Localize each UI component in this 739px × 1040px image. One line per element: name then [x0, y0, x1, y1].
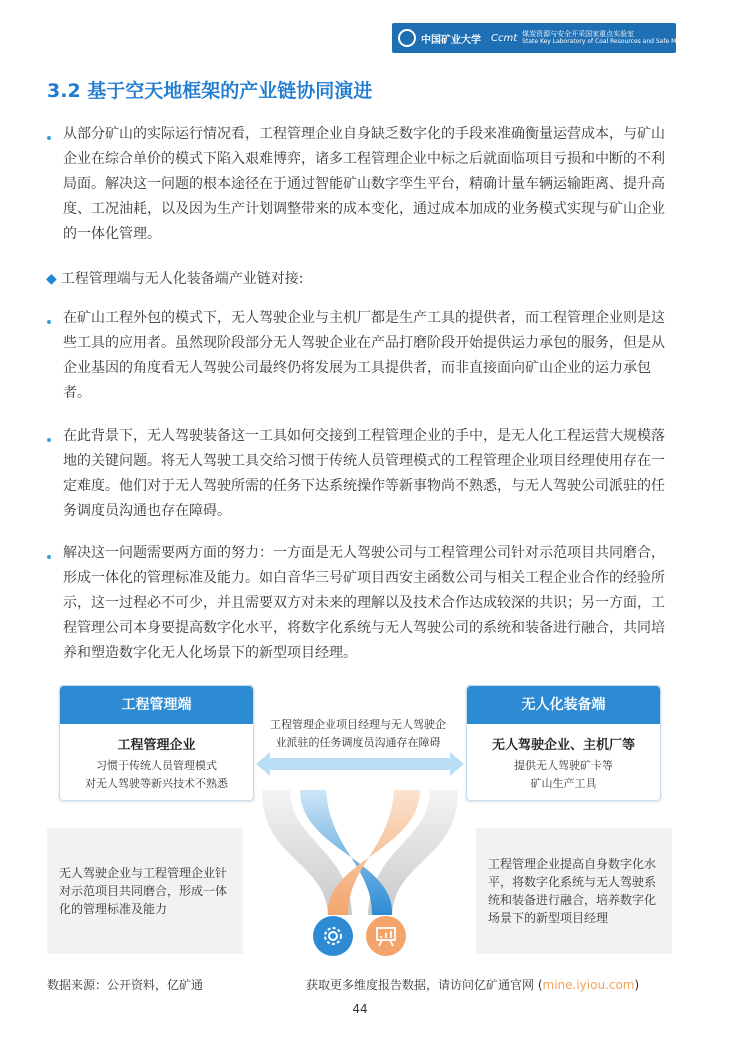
- right-box-subtitle: 无人驾驶企业、主机厂等: [491, 738, 635, 753]
- paragraph-2: 在矿山工程外包的模式下，无人驾驶企业与主机厂都是生产工具的提供者，而工程管理企业则是这些工具的应用者。虽然现阶段部分无人驾驶企业在产品打磨阶段开始提供运力承包的服务，但是从企业基因的角度看无人驾驶公司最终仍将发展为工具提供者，而非直接面向矿山企业的运力承包者。: [63, 310, 665, 401]
- diamond-bullet-icon: ◆: [46, 271, 57, 287]
- right-box-unmanned: [466, 685, 661, 801]
- middle-caption: [258, 716, 458, 752]
- bottom-right-note-text: 工程管理企业提高自身数字化水平，将数字化系统与无人驾驶系统和装备进行融合，培养数字化场景下的新型项目经理: [488, 857, 657, 925]
- right-box-title: 无人化装备端: [467, 686, 660, 724]
- paragraph-1: 从部分矿山的实际运行情况看，工程管理企业自身缺乏数字化的手段来准确衡量运营成本，与矿山企业在综合单价的模式下陷入艰难博弈，诸多工程管理企业中标之后就面临项目亏损和中断的不利局面。解决这一问题的根本途径在于通过智能矿山数字孪生平台，精确计量车辆运输距离、提升高度、工况油耗，以及因为生产计划调整带来的成本变化，通过成本加成的业务模式实现与矿山企业的一体化管理。: [63, 126, 665, 242]
- middle-caption-line-1: 工程管理企业项目经理与无人驾驶企: [270, 718, 446, 731]
- lab-name-cn: 煤炭资源与安全开采国家重点实验室: [522, 30, 635, 38]
- left-box-line-1: 习惯于传统人员管理模式: [96, 759, 217, 772]
- bottom-left-note-text: 无人驾驶企业与工程管理企业针对示范项目共同磨合，形成一体化的管理标准及能力: [59, 866, 228, 916]
- visit-notice: [306, 976, 639, 993]
- university-name: 中国矿业大学: [421, 34, 481, 46]
- lab-name-en: State Key Laboratory of Coal Resources and Safe Mining(CUMT): [522, 38, 714, 45]
- page-number: 44: [352, 1002, 368, 1016]
- bottom-left-note: [47, 828, 243, 954]
- website-link[interactable]: mine.iyiou.com: [542, 978, 635, 992]
- data-source: 数据来源：公开资料，亿矿通: [47, 978, 204, 992]
- left-box-subtitle: 工程管理企业: [117, 738, 196, 753]
- right-box-line-2: 矿山生产工具: [530, 777, 597, 790]
- paragraph-3: 在此背景下，无人驾驶装备这一工具如何交接到工程管理企业的手中，是无人化工程运营大规模落地的关键问题。将无人驾驶工具交给习惯于传统人员管理模式的工程管理企业项目经理使用存在一定难度。他们对于无人驾驶所需的任务下达系统操作等新事物尚不熟悉，与无人驾驶公司派驻的任务调度员沟通也存在障碍。: [63, 428, 665, 519]
- middle-caption-line-2: 业派驻的任务调度员沟通存在障碍: [275, 736, 441, 749]
- left-box-engineering: [59, 685, 254, 801]
- brand-logo: 亿矿通: [718, 34, 739, 42]
- visit-suffix: ): [634, 978, 640, 992]
- cmt-logo: Ccmt: [491, 32, 518, 44]
- right-box-line-1: 提供无人驾驶矿卡等: [514, 759, 613, 772]
- section-title: 3.2 基于空天地框架的产业链协同演进: [47, 80, 373, 102]
- left-box-title: 工程管理端: [60, 686, 253, 724]
- double-arrow: [256, 752, 464, 776]
- left-box-line-2: 对无人驾驶等新兴技术不熟悉: [85, 777, 228, 790]
- visit-prefix: 获取更多维度报告数据，请访问亿矿通官网 (: [306, 978, 543, 992]
- bottom-right-note: [476, 828, 672, 954]
- paragraph-4: 解决这一问题需要两方面的努力：一方面是无人驾驶公司与工程管理公司针对示范项目共同磨合，形成一体化的管理标准及能力。如白音华三号矿项目西安主函数公司与相关工程企业合作的经验所示，这一过程必不可少，并且需要双方对未来的理解以及技术合作达成较深的共识；另一方面，工程管理公司本身要提高数字化水平，将数字化系统与无人驾驶公司的系统和装备进行融合，共同培养和塑造数字化无人化场景下的新型项目经理。: [63, 545, 665, 661]
- blue-circle: [313, 916, 353, 956]
- subheading-text: 工程管理端与无人化装备端产业链对接:: [60, 271, 304, 287]
